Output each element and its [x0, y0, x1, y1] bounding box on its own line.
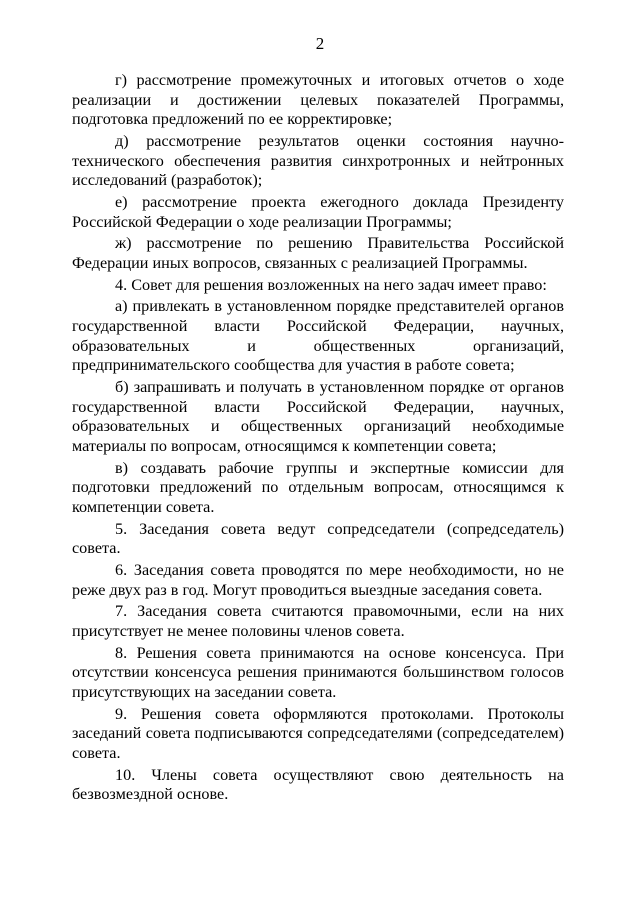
paragraph-4v: в) создавать рабочие группы и экспертные комиссии для подготовки предложений по отдельным вопросам, относящимся к компетенции совета. — [72, 458, 564, 516]
paragraph-6: 6. Заседания совета проводятся по мере необходимости, но не реже двух раз в год. Могут проводиться выездные заседания совета. — [72, 560, 564, 599]
document-body — [72, 71, 564, 805]
paragraph-zh: ж) рассмотрение по решению Правительства Российской Федерации иных вопросов, связанных с реализацией Программы. — [72, 234, 564, 272]
paragraph-10: 10. Члены совета осуществляют свою деятельность на безвозмездной основе. — [72, 765, 564, 804]
paragraph-e: е) рассмотрение проекта ежегодного доклада Президенту Российской Федерации о ходе реализации Программы; — [72, 192, 564, 231]
paragraph-5: 5. Заседания совета ведут сопредседатели (сопредседатель) совета. — [72, 519, 564, 558]
paragraph-7: 7. Заседания совета считаются правомочными, если на них присутствует не менее половины членов совета. — [72, 602, 564, 640]
paragraph-d: д) рассмотрение результатов оценки состояния научно-технического обеспечения развития синхротронных и нейтронных исследований (разработок); — [72, 131, 564, 190]
paragraph-8: 8. Решения совета принимаются на основе консенсуса. При отсутствии консенсуса решения принимаются большинством голосов присутствующих на заседании совета. — [72, 643, 564, 701]
paragraph-4: 4. Совет для решения возложенных на него задач имеет право: — [115, 275, 547, 294]
page-number: 2 — [315, 34, 325, 53]
paragraph-g: г) рассмотрение промежуточных и итоговых отчетов о ходе реализации и достижении целевых показателей Программы, подготовка предложений по ее корректировке; — [72, 71, 564, 129]
paragraph-4b: б) запрашивать и получать в установленном порядке от органов государственной власти Российской Федерации, научных, образовательных и общественных организаций необходимые материалы по вопросам, относящимся к компетенции совета; — [72, 378, 564, 455]
paragraph-9: 9. Решения совета оформляются протоколами. Протоколы заседаний совета подписываются сопредседателями (сопредседателем) совета. — [72, 704, 564, 762]
paragraph-4a: а) привлекать в установленном порядке представителей органов государственной власти Российской Федерации, научных, образовательных и общественных организаций, предпринимательского сообщества для участия в работе совета; — [72, 297, 564, 375]
